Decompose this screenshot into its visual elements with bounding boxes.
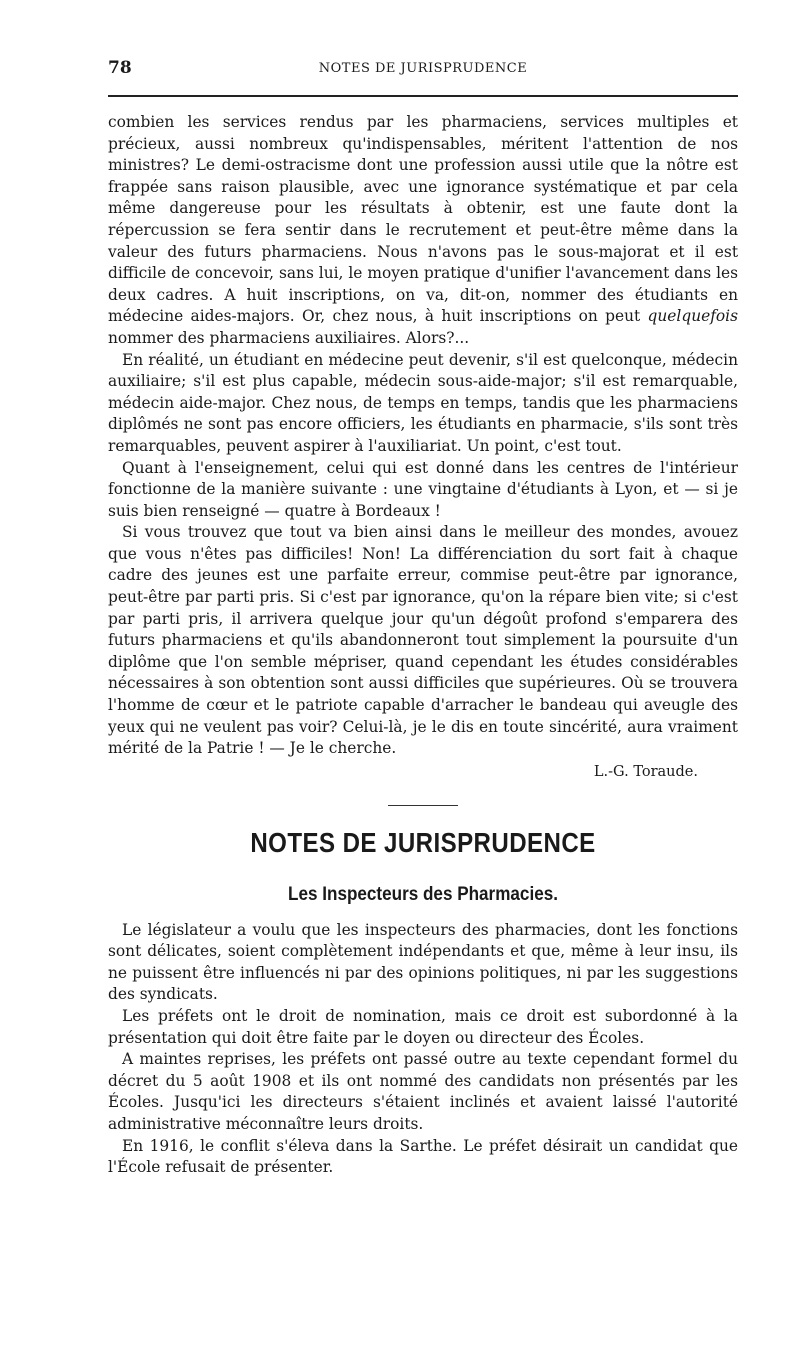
section-paragraph-3: A maintes reprises, les préfets ont passé outre au texte cependant formel du décret du 5 août 1908 et ils ont nommé des candidats non présentés par les Écoles. Jusqu'ici les directeurs s'étaient inclinés et avaient laissé l'autorité administrative méconnaître leurs droits. <box>108 1050 738 1133</box>
section-separator <box>388 805 458 806</box>
running-title: NOTES DE JURISPRUDENCE <box>318 61 528 76</box>
section-paragraph-2: Les préfets ont le droit de nomination, mais ce droit est subordonné à la présentation qui doit être faite par le doyen ou directeur des Écoles. <box>108 1006 738 1047</box>
article-paragraph-4: Si vous trouvez que tout va bien ainsi dans le meilleur des mondes, avouez que vous n'êtes pas difficiles! Non! La différenciation du sort fait à chaque cadre des jeunes est une parfaite erreur, commise peut-être par ignorance, peut-être par parti pris. Si c'est par ignorance, qu'on la répare bien vite; si c'est par parti pris, il arrivera quelque jour qu'un dégoût profond s'emparera des futurs pharmaciens et qu'ils abandonneront tout simplement la poursuite d'un diplôme que l'on semble mépriser, quand cependant les études considérables nécessaires à son obtention sont aussi difficiles que supérieures. Où se trouvera l'homme de cœur et le patriote capable d'arracher le bandeau qui aveugle des yeux qui ne veulent pas voir? Celui-là, je le dis en toute sincérité, aura vraiment mérité de la Patrie ! — Je le cherche. <box>108 523 738 758</box>
article-paragraph-2: En réalité, un étudiant en médecine peut devenir, s'il est quelconque, médecin auxiliaire; s'il est plus capable, médecin sous-aide-major; s'il est remarquable, médecin aide-major. Chez nous, de temps en temps, tandis que les pharmaciens diplômés ne sont pas encore officiers, les étudiants en pharmacie, s'ils sont très remarquables, peuvent aspirer à l'auxiliariat. Un point, c'est tout. <box>108 350 738 455</box>
article-paragraph-1 <box>108 112 738 350</box>
subsection-title: Les Inspecteurs des Pharmacies. <box>288 884 558 905</box>
italic-word: quelquefois <box>647 307 738 326</box>
section-paragraph-4: En 1916, le conflit s'éleva dans la Sarthe. Le préfet désirait un candidat que l'École refusait de présenter. <box>108 1136 738 1177</box>
paragraph-text-tail: nommer des pharmaciens auxiliaires. Alors?... <box>108 328 470 347</box>
article-paragraph-3: Quant à l'enseignement, celui qui est donné dans les centres de l'intérieur fonctionne de la manière suivante : une vingtaine d'étudiants à Lyon, et — si je suis bien renseigné — quatre à Bordeaux ! <box>108 458 738 520</box>
paragraph-text: combien les services rendus par les pharmaciens, services multiples et précieux, aussi nombreux qu'indispensables, méritent l'attention de nos ministres? Le demi-ostracisme dont une profession aussi utile que la nôtre est frappée sans raison plausible, avec une ignorance systématique et par cela même dangereuse pour les résultats à obtenir, est une faute dont la répercussion se fera sentir dans le recrutement et peut-être même dans la valeur des futurs pharmaciens. Nous n'avons pas le sous-majorat et il est difficile de concevoir, sans lui, le moyen pratique d'unifier l'avancement dans les deux cadres. A huit inscriptions, on va, dit-on, nommer des étudiants en médecine aides-majors. Or, chez nous, à huit inscriptions on peut <box>108 113 738 326</box>
body-text <box>108 112 738 1179</box>
page-number: 78 <box>108 58 132 78</box>
running-header <box>108 58 738 88</box>
author-signature: L.-G. Toraude. <box>593 763 698 780</box>
header-rule <box>108 95 738 97</box>
section-title: NOTES DE JURISPRUDENCE <box>250 827 596 859</box>
section-paragraph-1: Le législateur a voulu que les inspecteurs des pharmacies, dont les fonctions sont délicates, soient complètement indépendants et que, même à leur insu, ils ne puissent être influencés ni par des opinions politiques, ni par les suggestions des syndicats. <box>108 920 738 1004</box>
